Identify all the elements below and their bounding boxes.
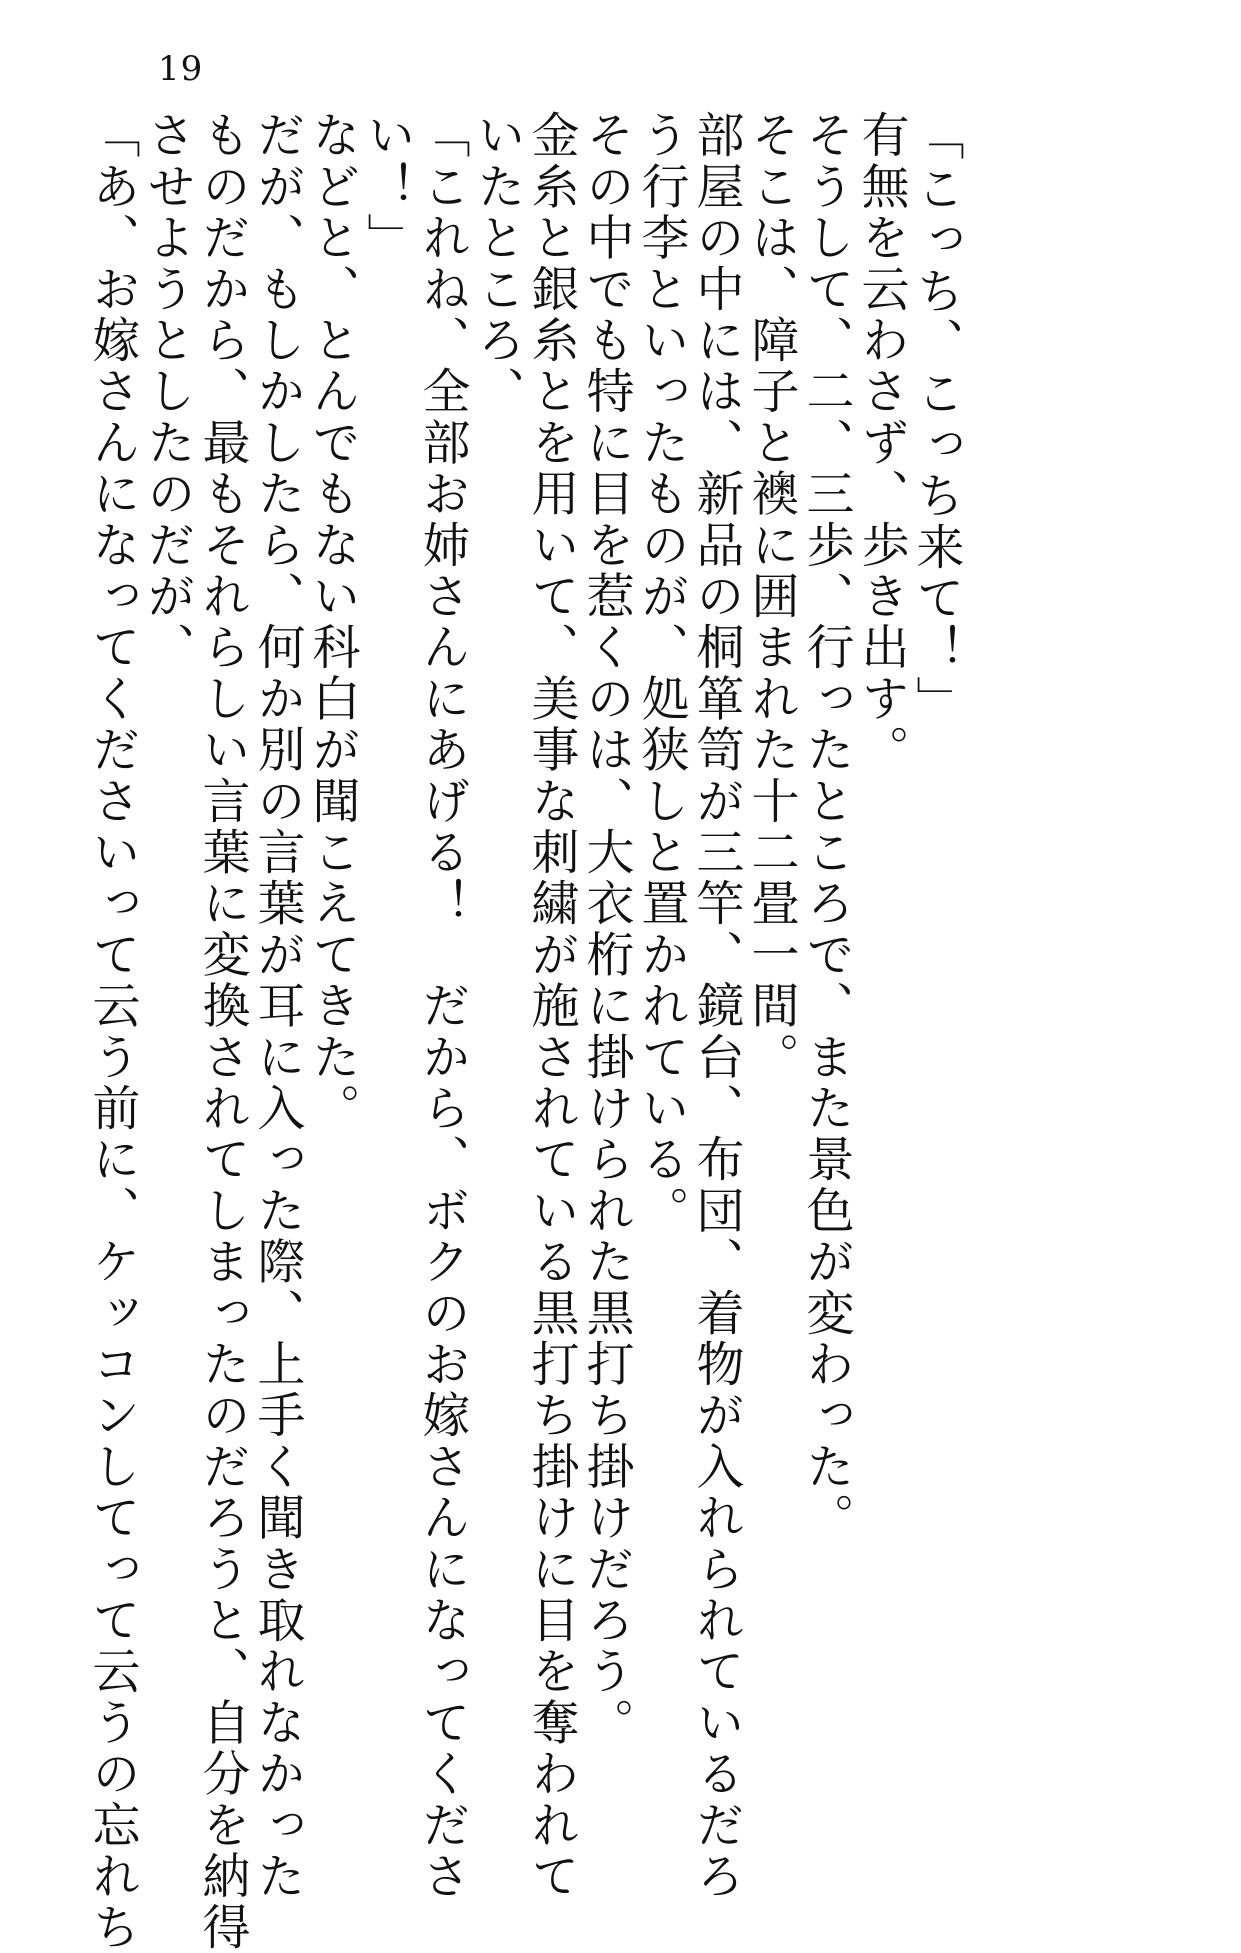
text-column: 有無を云わさず、歩き出す。: [853, 110, 909, 776]
vertical-text-body: [0, 110, 1241, 1953]
text-column: だが、もしかしたら、何か別の言葉が耳に入った際、上手く聞き取れなかった: [249, 110, 305, 1902]
text-column: いたところ、: [469, 110, 525, 418]
text-column: う行李といったものが、処狭しと置かれている。: [633, 110, 689, 1237]
page-number: 19: [158, 49, 204, 89]
text-column: 「こっち、こっち来て！」: [908, 112, 964, 727]
text-column: 金糸と銀糸とを用いて、美事な刺繍が施されている黒打ち掛けに目を奪われて: [523, 110, 579, 1902]
text-column: 「あ、お嫁さんになってくださいって云う前に、ケッコンしてって云うの忘れち: [84, 110, 140, 1953]
text-column: そうして、二、三歩、行ったところで、また景色が変わった。: [798, 110, 854, 1544]
text-column: させようとしたのだが、: [139, 110, 195, 674]
text-column: い！」: [359, 110, 415, 264]
text-column: その中でも特に目を惹くのは、大衣桁に掛けられた黒打ち掛けだろう。: [578, 110, 634, 1749]
text-column: そこは、障子と襖に囲まれた十二畳一間。: [743, 110, 799, 1083]
text-column: などと、とんでもない科白が聞こえてきた。: [304, 110, 360, 1134]
text-column: 「これね、全部お姉さんにあげる！ だから、ボクのお嫁さんになってくださ: [414, 110, 470, 1902]
text-column: ものだから、最もそれらしい言葉に変換されてしまったのだろうと、自分を納得: [194, 110, 250, 1953]
text-column: 部屋の中には、新品の桐箪笥が三竿、鏡台、布団、着物が入れられているだろ: [688, 110, 744, 1902]
